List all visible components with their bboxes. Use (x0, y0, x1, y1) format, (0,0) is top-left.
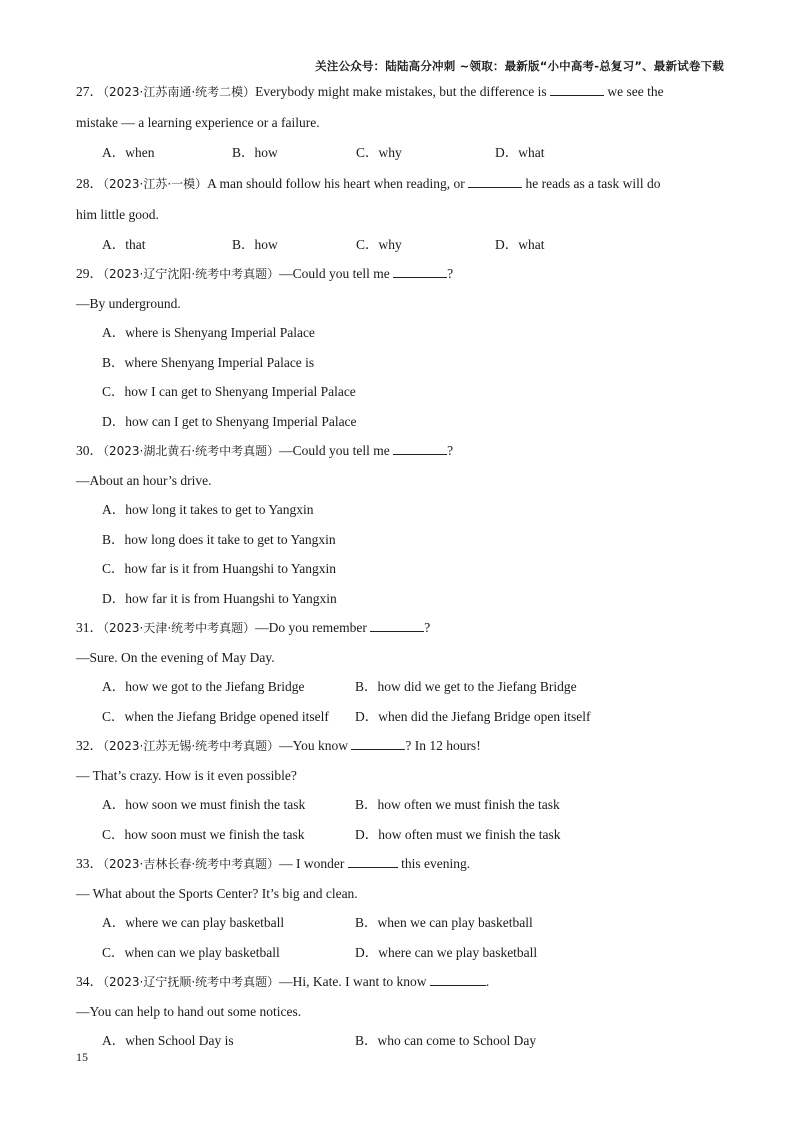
option[interactable]: C．when can we play basketball (102, 944, 280, 960)
question-29-stem: 29．（2023·辽宁沈阳·统考中考真题）—Could you tell me ? (76, 259, 726, 289)
question-31-stem: 31．（2023·天津·统考中考真题）—Do you remember ? (76, 613, 726, 643)
option[interactable]: A．when (102, 145, 155, 160)
question-34-options-ab (76, 1026, 726, 1056)
option[interactable]: A．how we got to the Jiefang Bridge (102, 679, 305, 694)
question-34-reply: —You can help to hand out some notices. (76, 1003, 302, 1019)
option[interactable]: A．how long it takes to get to Yangxin (102, 502, 314, 517)
option[interactable]: B．who can come to School Day (355, 1033, 537, 1048)
option[interactable]: D．when did the Jiefang Bridge open itself (355, 708, 591, 724)
option[interactable]: D．how can I get to Shenyang Imperial Palace (102, 413, 357, 429)
question-32-options-ab (76, 790, 726, 820)
question-31-options-ab (76, 672, 726, 702)
question-27-stem-cont: mistake — a learning experience or a failure. (76, 115, 320, 130)
option[interactable]: A．that (102, 236, 146, 252)
question-31-options-cd (76, 702, 726, 732)
option[interactable]: B．how (232, 145, 278, 160)
question-33-reply: — What about the Sports Center? It’s big and clean. (76, 885, 358, 901)
option[interactable]: D．how often must we finish the task (355, 826, 561, 842)
question-29-reply: —By underground. (76, 295, 181, 311)
option[interactable]: C．how far is it from Huangshi to Yangxin (102, 561, 336, 576)
option[interactable]: B．where Shenyang Imperial Palace is (102, 354, 315, 370)
question-33-options-cd (76, 938, 726, 968)
question-30-stem: 30．（2023·湖北黄石·统考中考真题）—Could you tell me ? (76, 436, 726, 466)
question-30-reply: —About an hour’s drive. (76, 472, 212, 488)
question-list (76, 76, 726, 1056)
option[interactable]: D．what (495, 236, 545, 252)
option[interactable]: B．how (232, 236, 278, 252)
option[interactable]: D．what (495, 145, 545, 160)
option[interactable]: C．when the Jiefang Bridge opened itself (102, 708, 329, 724)
question-32-options-cd (76, 820, 726, 850)
question-31-reply: —Sure. On the evening of May Day. (76, 649, 275, 665)
option[interactable]: A．where we can play basketball (102, 915, 285, 930)
option[interactable]: A．where is Shenyang Imperial Palace (102, 325, 315, 340)
question-34-stem: 34．（2023·辽宁抚顺·统考中考真题）—Hi, Kate. I want to know . (76, 967, 726, 997)
option[interactable]: A．when School Day is (102, 1033, 234, 1048)
question-28-stem: 28．（2023·江苏·一模）A man should follow his heart when reading, or he reads as a task will do (76, 168, 726, 199)
question-33-stem: 33．（2023·吉林长春·统考中考真题）— I wonder this evening. (76, 849, 726, 879)
option[interactable]: B．how long does it take to get to Yangxin (102, 531, 336, 547)
page-header: 关注公众号：陆陆高分冲刺 ~领取：最新版“小中高考-总复习”、最新试卷下载 (315, 59, 724, 73)
option[interactable]: B．how did we get to the Jiefang Bridge (355, 679, 577, 694)
option[interactable]: D．how far it is from Huangshi to Yangxin (102, 590, 337, 606)
option[interactable]: C．how soon must we finish the task (102, 826, 305, 842)
option[interactable]: C．how I can get to Shenyang Imperial Palace (102, 384, 356, 399)
question-28-stem-cont: him little good. (76, 206, 159, 222)
question-27-options (76, 138, 726, 168)
question-32-reply: — That’s crazy. How is it even possible? (76, 767, 297, 783)
option[interactable]: D．where can we play basketball (355, 944, 538, 960)
question-27-stem: 27．（2023·江苏南通·统考二模）Everybody might make mistakes, but the difference is we see the (76, 76, 726, 107)
option[interactable]: B．how often we must finish the task (355, 797, 560, 812)
question-28-options (76, 230, 726, 260)
question-33-options-ab (76, 908, 726, 938)
option[interactable]: C．why (356, 145, 402, 160)
page-number: 15 (76, 1050, 88, 1064)
option[interactable]: A．how soon we must finish the task (102, 797, 306, 812)
option[interactable]: B．when we can play basketball (355, 915, 533, 930)
question-32-stem: 32．（2023·江苏无锡·统考中考真题）—You know ? In 12 hours! (76, 731, 726, 761)
option[interactable]: C．why (356, 236, 402, 252)
